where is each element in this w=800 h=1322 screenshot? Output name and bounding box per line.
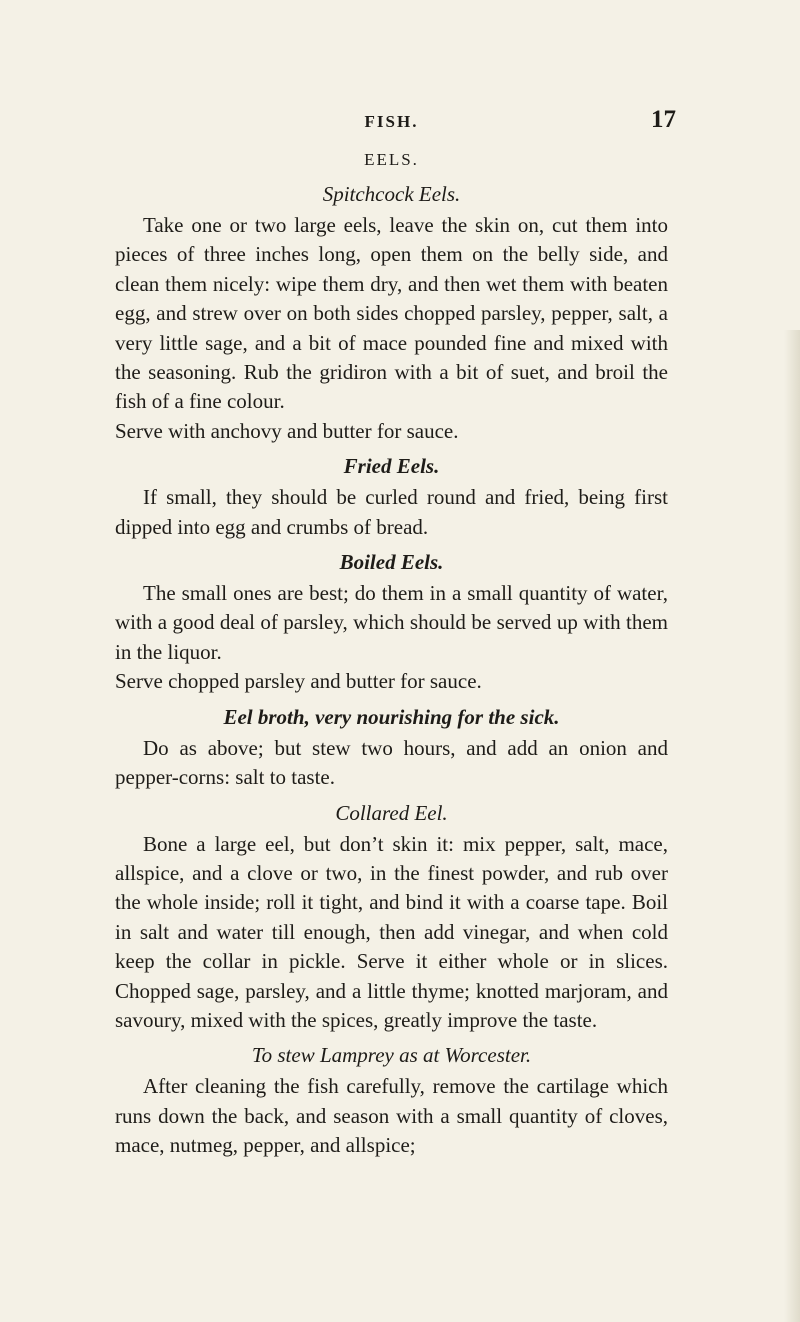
recipe-title: Eel broth, very nourishing for the sick.: [223, 704, 560, 729]
recipe-collared-eel: [115, 801, 668, 1036]
recipe-paragraph: After cleaning the fish carefully, remove the cartilage which runs down the back, and season with a small quantity of cloves, mace, nutmeg, pepper, and allspice;: [115, 1074, 668, 1158]
recipe-stew-lamprey: [115, 1043, 668, 1160]
recipe-title: Fried Eels.: [343, 454, 440, 479]
recipe-paragraph: Take one or two large eels, leave the skin on, cut them into pieces of three inches long, open them on the belly side, and clean them nicely: wipe them dry, and then wet them with beaten egg, and strew over on both sides chopped parsley, pepper, salt, a very little sage, and a bit of mace pounded fine and mixed with the seasoning. Rub the gridiron with a bit of suet, and broil the fish of a fine colour.: [115, 213, 668, 414]
page-number: 17: [651, 106, 676, 133]
recipe-title: Boiled Eels.: [339, 550, 444, 575]
recipe-title: Spitchcock Eels.: [322, 182, 461, 206]
section-heading: EELS.: [364, 150, 419, 169]
recipe-spitchcock-eels: [115, 182, 668, 446]
running-head-title: FISH.: [364, 112, 419, 131]
recipe-boiled-eels: [115, 550, 668, 697]
recipe-title: To stew Lamprey as at Worcester.: [251, 1043, 532, 1068]
running-head: [115, 106, 676, 140]
recipe-paragraph: If small, they should be curled round and fried, being first dipped into egg and crumbs of bread.: [115, 485, 668, 539]
page-edge-shadow: [784, 330, 800, 1322]
recipe-fried-eels: [115, 454, 668, 542]
recipe-paragraph: The small ones are best; do them in a small quantity of water, with a good deal of parsley, which should be served up with them in the liquor.: [115, 581, 668, 664]
recipe-paragraph: Serve chopped parsley and butter for sauce.: [115, 669, 482, 694]
recipe-eel-broth: [115, 705, 668, 793]
recipe-paragraph: Bone a large eel, but don’t skin it: mix pepper, salt, mace, allspice, and a clove or two, in the finest powder, and rub over the whole inside; roll it tight, and bind it with a coarse tape. Boil in salt and water till enough, then add vinegar, and when cold keep the collar in pickle. Serve it either whole or in slices. Chopped sage, parsley, and a little thyme; knotted marjoram, and savoury, mixed with the spices, greatly improve the taste.: [115, 831, 668, 1032]
recipe-paragraph: Serve with anchovy and butter for sauce.: [115, 418, 459, 443]
recipe-title: Collared Eel.: [335, 800, 448, 825]
recipe-paragraph: Do as above; but stew two hours, and add an onion and pepper-corns: salt to taste.: [115, 735, 668, 790]
